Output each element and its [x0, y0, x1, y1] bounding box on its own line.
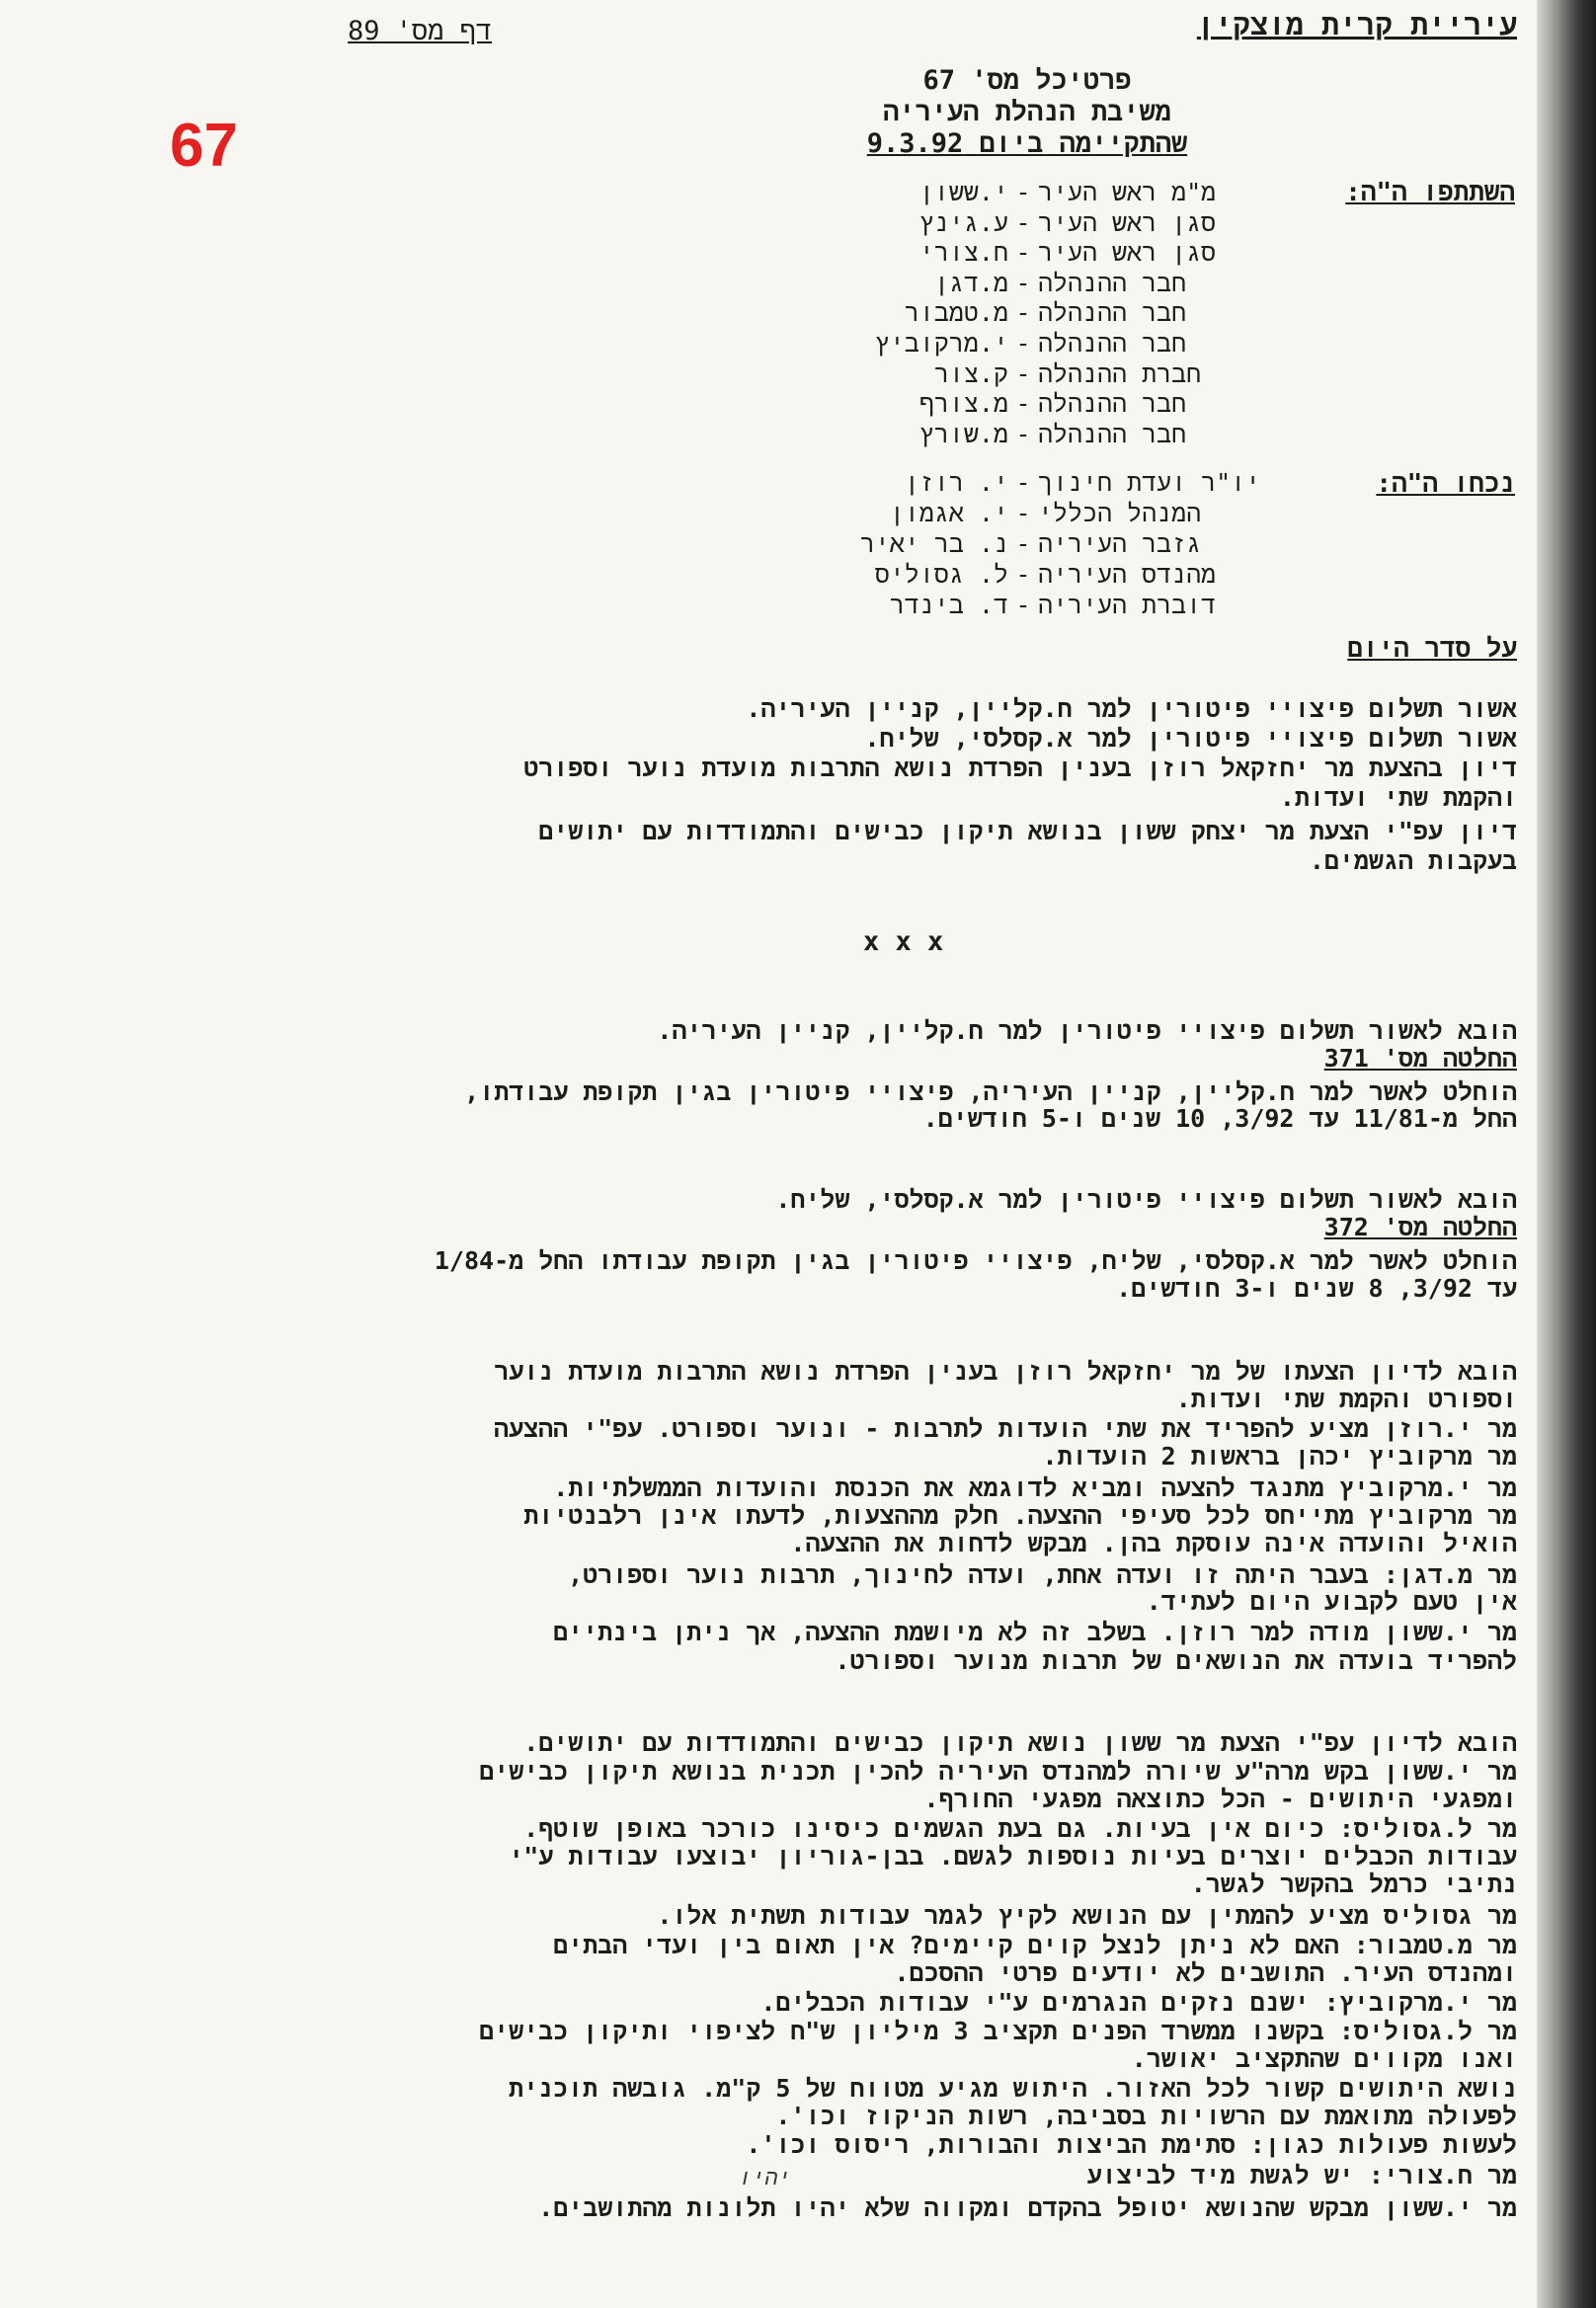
item4-line: מר גסוליס מציע להמתין עם הנושא לקיץ לגמר עבודות תשתית אלו.: [657, 1901, 1517, 1930]
protocol-title: פרטיכל מס' 67: [922, 65, 1132, 96]
item3-line: מר י.מרקוביץ מתנגד להצעה ומביא לדוגמא את הכנסת והועדות הממשלתיות.: [553, 1473, 1517, 1502]
item4-line: מר מ.טמבור: האם לא ניתן לנצל קוים קיימים? אין תאום בין ועדי הבתים: [553, 1931, 1517, 1959]
item4-line: מר י.ששון בקש מרה"ע שיורה למהנדס העיריה להכין תכנית בנושא תיקון כבישים: [479, 1757, 1517, 1786]
item3-line: הואיל והועדה אינה עוסקת בהן. מבקש לדחות את ההצעה.: [790, 1529, 1517, 1557]
participant-row: מ.דגן - חבר ההנהלה: [933, 268, 1187, 297]
item4-line: הובא לדיון עפ"י הצעת מר ששון נושא תיקון כבישים והתמודדות עם יתושים.: [523, 1728, 1517, 1757]
item4-line: ומפגעי היתושים - הכל כתוצאה מפגעי החורף.: [923, 1785, 1517, 1813]
item4-line: נתיבי כרמל בהקשר לגשר.: [1190, 1870, 1517, 1898]
separator: x x x: [863, 926, 944, 957]
item4-line: מר י.ששון מבקש שהנושא יטופל בהקדם ומקווה שלא יהיו תלונות מהתושבים.: [538, 2193, 1517, 2222]
participant-row: ע.גינץ - סגן ראש העיר: [918, 207, 1217, 237]
item3-line: וספורט והקמת שתי ועדות.: [1175, 1385, 1517, 1413]
participants-list: [836, 178, 1389, 449]
agenda-item: דיון עפ"י הצעת מר יצחק ששון בנושא תיקון כבישים והתמודדות עם יתושים: [538, 817, 1517, 845]
participant-row: י.מרקוביץ - חבר ההנהלה: [874, 328, 1187, 358]
item1-text: החל מ-11/81 עד 3/92, 10 שנים ו-5 חודשים.: [922, 1104, 1517, 1133]
present-list: [836, 468, 1389, 621]
item3-line: מר י.רוזן מציע להפריד את שתי הועדות לתרבות - ונוער וספורט. עפ"י ההצעה: [494, 1414, 1517, 1443]
item2-text: עד 3/92, 8 שנים ו-3 חודשים.: [1116, 1274, 1517, 1303]
item4-line: לפעולה מתואמת עם הרשויות בסביבה, רשות הניקוז וכו'.: [775, 2102, 1517, 2130]
item3-line: להפריד בועדה את הנושאים של תרבות מנוער וספורט.: [835, 1646, 1517, 1675]
participants-label: השתתפו ה"ה:: [1345, 178, 1515, 207]
municipality-header: עיריית קרית מוצקין: [1196, 8, 1517, 42]
item1-intro: הובא לאשור תשלום פיצויי פיטורין למר ח.קליין, קניין העיריה.: [657, 1016, 1517, 1045]
participant-row: מ.טמבור - חבר ההנהלה: [904, 298, 1187, 328]
handwritten-note: יהיו: [739, 2166, 791, 2190]
item2-decision: החלטה מס' 372: [1323, 1213, 1517, 1241]
present-row: ל. גסוליס - מהנדס העיריה: [874, 560, 1217, 589]
present-row: נ. בר יאיר - גזבר העיריה: [859, 529, 1202, 558]
meeting-date: שהתקיימה ביום 9.3.92: [866, 128, 1188, 159]
item4-line: נושא היתושים קשור לכל האזור. היתוש מגיע מטווח של 5 ק"מ. גובשה תוכנית: [509, 2074, 1517, 2103]
agenda-item: אשור תשלום פיצויי פיטורין למר א.קסלסי, שליח.: [864, 724, 1517, 753]
present-label: נכחו ה"ה:: [1376, 469, 1515, 499]
item2-intro: הובא לאשור תשלום פיצויי פיטורין למר א.קסלסי, שליח.: [775, 1185, 1517, 1214]
item3-line: אין טעם לקבוע היום לעתיד.: [1146, 1587, 1517, 1616]
item3-line: הובא לדיון הצעתו של מר יחזקאל רוזן בענין הפרדת נושא התרבות מועדת נוער: [494, 1357, 1517, 1386]
item4-line: מר ל.גסוליס: כיום אין בעיות. גם בעת הגשמים כיסינו כורכר באופן שוטף.: [523, 1814, 1517, 1843]
item4-line: ואנו מקווים שהתקציב יאושר.: [1131, 2044, 1517, 2073]
present-row: ד. בינדר - דוברת העיריה: [889, 591, 1217, 619]
item4-line: ומהנדס העיר. התושבים לא יודעים פרטי ההסכם.: [894, 1958, 1517, 1987]
item3-line: מר מ.דגן: בעבר היתה זו ועדה אחת, ועדה לחינוך, תרבות נוער וספורט,: [568, 1560, 1517, 1589]
item4-line: מר ח.צורי: יש לגשת מיד לביצוע: [1086, 2161, 1517, 2189]
present-row: י. רוזן - יו"ר ועדת חינוך: [904, 468, 1261, 497]
meeting-name: משיבת הנהלת העיריה: [883, 97, 1171, 127]
item4-line: מר ל.גסוליס: בקשנו ממשרד הפנים תקציב 3 מיליון ש"ח לציפוי ותיקון כבישים: [479, 2017, 1517, 2045]
participant-row: י.ששון - מ"מ ראש העיר: [918, 178, 1217, 206]
item3-line: מר י.ששון מודה למר רוזן. בשלב זה לא מיושמת ההצעה, אך ניתן בינתיים: [553, 1618, 1517, 1646]
scan-edge-shadow: [1537, 0, 1596, 2308]
participant-row: ח.צורי - סגן ראש העיר: [918, 238, 1217, 268]
item1-decision: החלטה מס' 371: [1323, 1044, 1517, 1073]
item3-line: מר מרקוביץ יכהן בראשות 2 הועדות.: [1042, 1442, 1517, 1471]
item4-line: מר י.מרקוביץ: ישנם נזקים הנגרמים ע"י עבודות הכבלים.: [760, 1988, 1517, 2017]
agenda-item-cont: והקמת שתי ועדות.: [1279, 783, 1517, 812]
participant-row: ק.צור - חברת ההנהלה: [933, 358, 1202, 388]
item4-line: לעשות פעולות כגון: סתימת הביצות והבורות, ריסוס וכו'.: [746, 2130, 1517, 2159]
item1-text: הוחלט לאשר למר ח.קליין, קניין העיריה, פיצויי פיטורין בגין תקופת עבודתו,: [464, 1077, 1517, 1106]
item2-text: הוחלט לאשר למר א.קסלסי, שליח, פיצויי פיטורין בגין תקופת עבודתו החל מ-1/84: [434, 1246, 1517, 1275]
agenda-item: דיון בהצעת מר יחזקאל רוזן בענין הפרדת נושא התרבות מועדת נוער וספורט: [523, 754, 1517, 782]
item4-line: עבודות הכבלים יוצרים בעיות נוספות לגשם. בבן-גוריון יבוצעו עבודות ע"י: [509, 1842, 1517, 1870]
agenda-item-cont: בעקבות הגשמים.: [1309, 846, 1517, 875]
present-row: י. אגמון - המנהל הכללי: [889, 499, 1202, 527]
page-reference: דף מס' 89: [348, 16, 493, 46]
page-number-stamp: 67: [170, 112, 238, 180]
agenda-item: אשור תשלום פיצויי פיטורין למר ח.קליין, קניין העיריה.: [746, 694, 1517, 723]
agenda-title: על סדר היום: [1347, 634, 1517, 664]
participant-row: מ.צורף - חבר ההנהלה: [918, 389, 1187, 419]
participant-row: מ.שורץ - חבר ההנהלה: [918, 419, 1187, 448]
item3-line: מר מרקוביץ מתייחס לכל סעיפי ההצעה. חלק מההצעות, לדעתו אינן רלבנטיות: [523, 1501, 1517, 1530]
